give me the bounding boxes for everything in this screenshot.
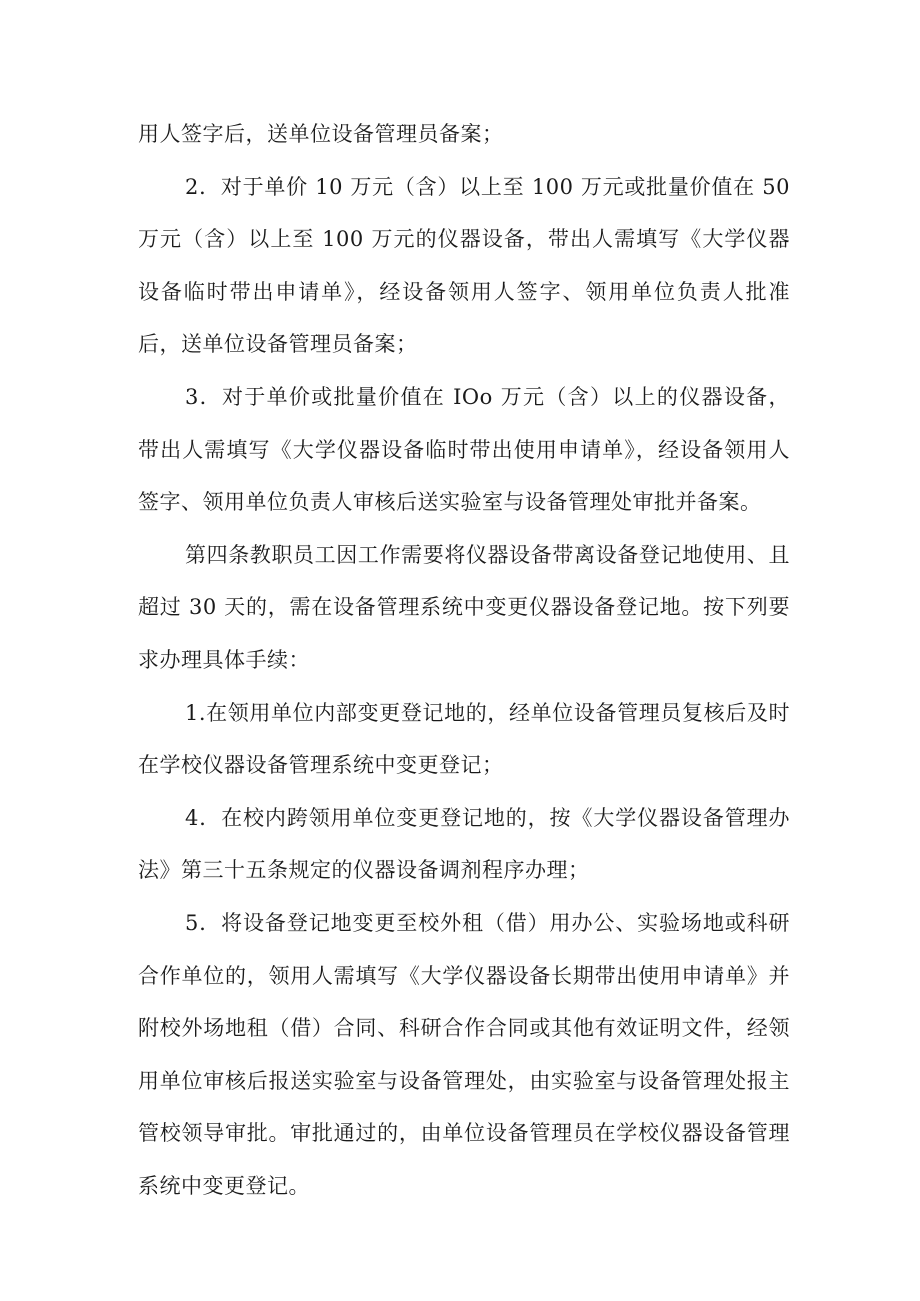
document-body xyxy=(138,108,790,1212)
paragraph-article-4: 第四条教职员工因工作需要将仪器设备带离设备登记地使用、且超过 30 天的，需在设备管理系统中变更仪器设备登记地。按下列要求办理具体手续： xyxy=(138,542,790,672)
paragraph-item-4: 4．在校内跨领用单位变更登记地的，按《大学仪器设备管理办法》第三十五条规定的仪器设备调剂程序办理； xyxy=(138,805,790,883)
paragraph-item-2: 2．对于单价 10 万元（含）以上至 100 万元或批量价值在 50 万元（含）以上至 100 万元的仪器设备，带出人需填写《大学仪器设备临时带出申请单》，经设备领用人签字、领用单位负责人批准后，送单位设备管理员备案； xyxy=(138,174,790,357)
paragraph-continuation: 用人签字后，送单位设备管理员备案； xyxy=(138,122,504,146)
paragraph-item-5: 5．将设备登记地变更至校外租（借）用办公、实验场地或科研合作单位的，领用人需填写《大学仪器设备长期带出使用申请单》并附校外场地租（借）合同、科研合作合同或其他有效证明文件，经领用单位审核后报送实验室与设备管理处，由实验室与设备管理处报主管校领导审批。审批通过的，由单位设备管理员在学校仪器设备管理系统中变更登记。 xyxy=(138,910,790,1198)
paragraph-item-1: 1.在领用单位内部变更登记地的，经单位设备管理员复核后及时在学校仪器设备管理系统中变更登记； xyxy=(138,700,790,778)
paragraph-item-3: 3．对于单价或批量价值在 IOo 万元（含）以上的仪器设备，带出人需填写《大学仪器设备临时带出使用申请单》，经设备领用人签字、领用单位负责人审核后送实验室与设备管理处审批并备案。 xyxy=(138,384,790,515)
